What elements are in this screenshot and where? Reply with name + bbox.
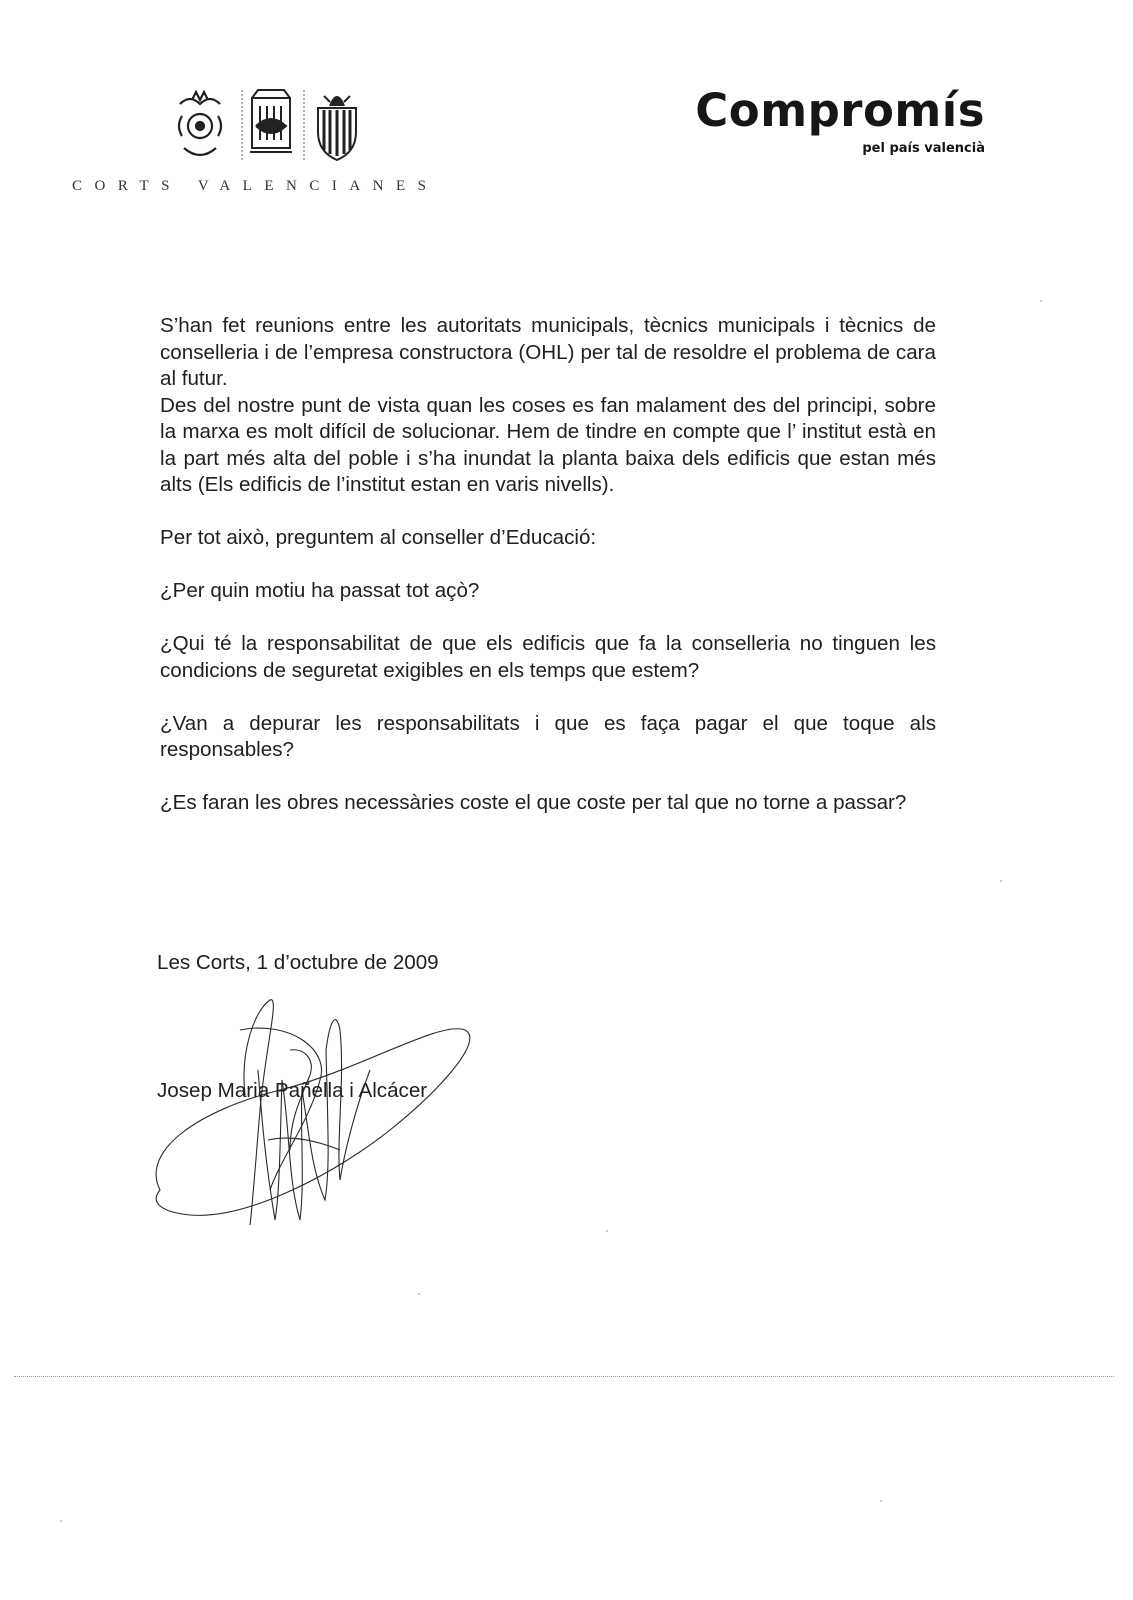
institution-name: CORTS VALENCIANES [72, 178, 439, 194]
question-4: ¿Es faran les obres necessàries coste el que coste per tal que no torne a passar? [160, 791, 907, 814]
corts-emblem-center-icon [250, 90, 292, 152]
letter-body [160, 313, 936, 817]
scan-artifact-line [14, 1376, 1114, 1377]
question-3: ¿Van a depurar les responsabilitats i que es faça pagar el que toque als responsables? [160, 711, 936, 761]
handwritten-signature [140, 990, 480, 1240]
question-1: ¿Per quin motiu ha passat tot açò? [160, 579, 480, 602]
paragraph-2: Des del nostre punt de vista quan les coses es fan malament des del principi, sobre la marxa es molt difícil de solucionar. Hem de tindre en compte que l’ institut està en la part més alta del poble i s’ha inundat la planta baixa dels edificis que estan més alts (Els edificis de l’institut estan en varis nivells). [160, 393, 936, 496]
party-tagline: pel país valencià [862, 141, 985, 156]
intro-question: Per tot això, preguntem al conseller d’Educació: [160, 526, 597, 549]
scan-speck [880, 1500, 882, 1502]
place-date: Les Corts, 1 d’octubre de 2009 [157, 951, 439, 974]
coat-of-arms-icon [318, 96, 356, 160]
scan-speck [1040, 300, 1042, 302]
scan-speck [418, 1293, 420, 1295]
question-2: ¿Qui té la responsabilitat de que els edificis que fa la conselleria no tinguen les condicions de seguretat exigibles en els temps que estem? [160, 632, 936, 682]
corts-emblems-logo [170, 86, 375, 166]
scan-speck [1000, 880, 1002, 882]
signer-name: Josep Maria Pañella i Alcácer [157, 1079, 428, 1102]
paragraph-1: S’han fet reunions entre les autoritats municipals, tècnics municipals i tècnics de conselleria i de l’empresa constructora (OHL) per tal de resoldre el problema de cara al futur. [160, 314, 936, 390]
scan-speck [60, 1520, 62, 1522]
scan-speck [606, 1230, 608, 1232]
corts-emblem-left-icon [179, 92, 221, 155]
party-name: Compromís [695, 84, 985, 137]
